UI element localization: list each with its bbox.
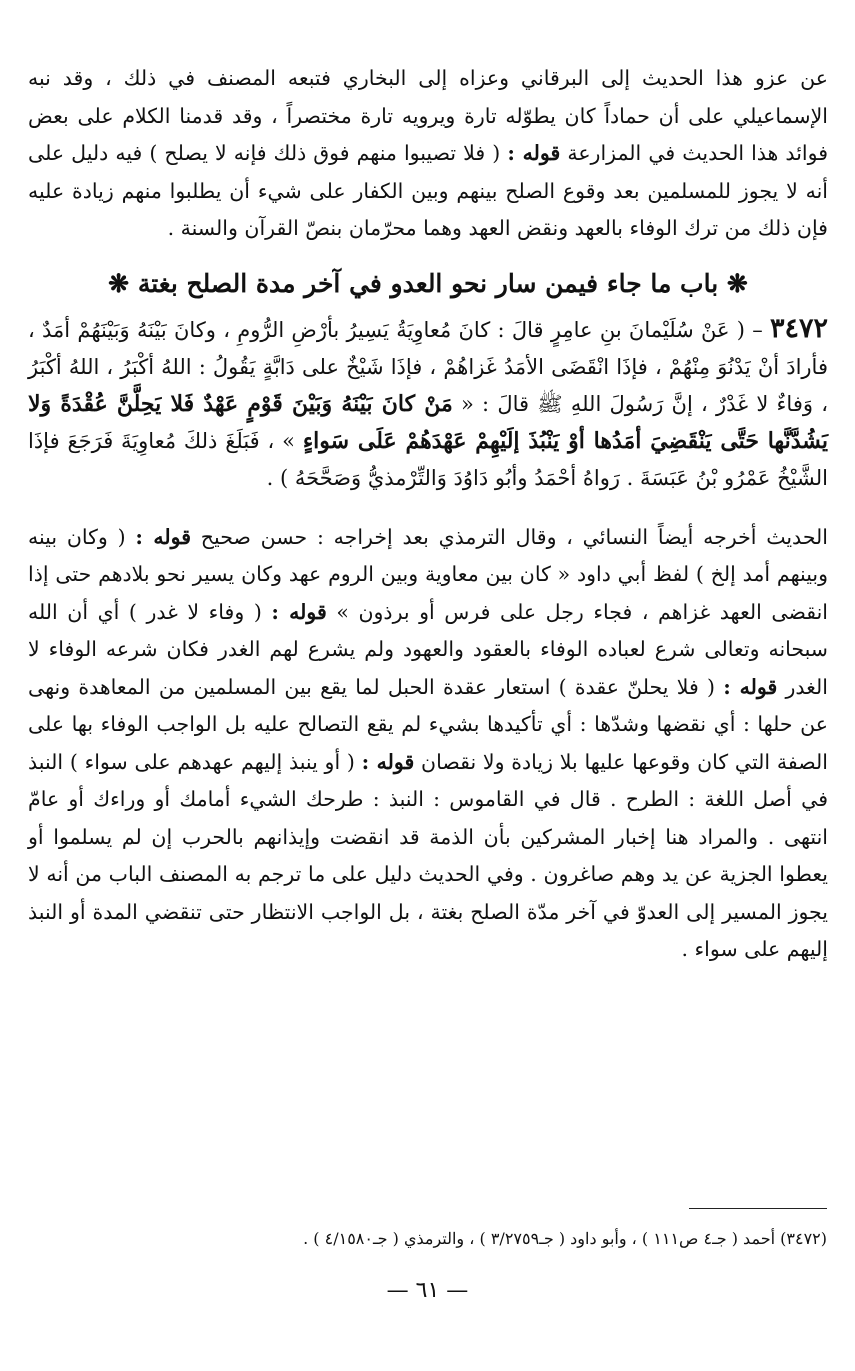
commentary-text-2: ( وكان بينه وبينهم أمد إلخ ) لفظ أبي داود « كان بين معاوية وبين الروم عهد وكان يسير نحو بلادهم حتى إذا انقضى العهد غزاهم ، فجاء رجل على فرس أو برذون » xyxy=(28,524,828,624)
hadith-text xyxy=(28,310,828,497)
commentary-text-1: الحديث أخرجه أيضاً النسائي ، وقال الترمذي بعد إخراجه : حسن صحيح xyxy=(200,524,828,549)
intro-text-1: عن عزو هذا الحديث إلى البرقاني وعزاه إلى البخاري فتبعه المصنف في ذلك ، وقد نبه الإسماعيلي على أن حماداً كان يطوّله تارة ويرويه تارة مختصراً ، وقد قدمنا الكلام على بعض فوائد هذا الحديث في المزارعة xyxy=(28,66,828,165)
footnote: (٣٤٧٢) أحمد ( جـ٤ ص١١١ ) ، وأبو داود ( جـ٣/٢٧٥٩ ) ، والترمذي ( جـ٤/١٥٨٠ ) . xyxy=(303,1229,827,1248)
qawluhu-keyword: قوله : xyxy=(271,599,327,624)
qawluhu-keyword: قوله : xyxy=(723,674,778,699)
intro-paragraph xyxy=(28,60,828,248)
page-number: — ٦١ — xyxy=(386,1278,469,1303)
intro-text-2: ( فلا تصيبوا منهم فوق ذلك فإنه لا يصلح ) فيه دليل على أنه لا يجوز للمسلمين بعد وقوع الصلح بينهم وبين الكفار على شيء أن يطلبوا منهم زيادة عليه فإن ذلك من ترك الوفاء بالعهد ونقض العهد وهما محرّمان بنصّ القرآن والسنة . xyxy=(28,141,828,240)
page-body xyxy=(28,60,828,969)
hadith-narration-2: » ، فَبَلَغَ ذلكَ مُعاوِيَةَ فَرَجَعَ فإذَا الشَّيْخُ عَمْرُو بْنُ عَبَسَةَ . رَواهُ أحْمَدُ وأبُو دَاوُدَ وَالتِّرْمذيُّ وَصَحَّحَهُ ) . xyxy=(28,428,828,490)
qawluhu-keyword: قوله : xyxy=(507,141,561,165)
qawluhu-keyword: قوله : xyxy=(135,524,191,549)
footnote-divider xyxy=(689,1208,827,1209)
commentary-text-5: ( أو ينبذ إليهم عهدهم على سواء ) النبذ في أصل اللغة : الطرح . قال في القاموس : النبذ : طرحك الشيء أمامك أو وراءك أو عامّ انتهى . والمراد هنا إخبار المشركين بأن الذمة قد انقضت وإيذانهم بالحرب إن لم يسلموا أو يعطوا الجزية عن يد وهم صاغرون . وفي الحديث دليل على ما ترجم به المصنف الباب من أنه لا يجوز المسير إلى العدوّ في آخر مدّة الصلح بغتة ، بل الواجب الانتظار حتى تنقضي المدة أو النبذ إليهم على سواء . xyxy=(28,749,828,961)
prophetic-saying: مَنْ كانَ بَيْنَهُ وَبَيْنَ قَوْمٍ عَهْدٌ فَلا يَحِلَّنَّ عُقْدَةً وَلا يَشُدَّنَّها حَتَّى يَنْقَضِيَ أمَدُها أوْ يَنْبُذَ إلَيْهِمْ عَهْدَهُمْ عَلَى سَواءٍ xyxy=(28,390,828,454)
commentary-text-3: ( وفاء لا غدر ) أي أن الله سبحانه وتعالى شرع لعباده الوفاء بالعقود والعهود ولم يشرع لهم الغدر فكان شرعه الوفاء لا الغدر xyxy=(28,599,828,699)
commentary-text-4: ( فلا يحلنّ عقدة ) استعار عقدة الحبل لما يقع بين المسلمين من المعاهدة ونهى عن حلها : أي نقضها وشدّها : أي تأكيدها بشيء لم يقع التصالح عليه بل الواجب الوفاء بها على الصفة التي كان وقوعها عليها بلا زيادة ولا نقصان xyxy=(28,674,828,774)
hadith-number: ٣٤٧٢ xyxy=(769,312,828,344)
hadith-narration-1: – ( عَنْ سُلَيْمانَ بنِ عامِرٍ قالَ : كانَ مُعاوِيَةُ يَسِيرُ بأرْضِ الرُّومِ ، وكانَ بَيْنَهُ وَبَيْنَهُمْ أمَدٌ ، فأرادَ أنْ يَدْنُوَ مِنْهُمْ ، فإذَا انْقَضَى الأمَدُ غَزاهُمْ ، فإذَا شَيْخٌ على دَابَّةٍ يَقُولُ : اللهُ أكْبَرُ ، اللهُ أكْبَرُ ، وَفاءٌ لا غَدْرٌ ، إنَّ رَسُولَ اللهِ ﷺ قالَ : « xyxy=(28,317,828,416)
commentary xyxy=(28,519,828,969)
qawluhu-keyword: قوله : xyxy=(361,749,415,774)
chapter-heading: ❋ باب ما جاء فيمن سار نحو العدو في آخر مدة الصلح بغتة ❋ xyxy=(108,268,748,298)
